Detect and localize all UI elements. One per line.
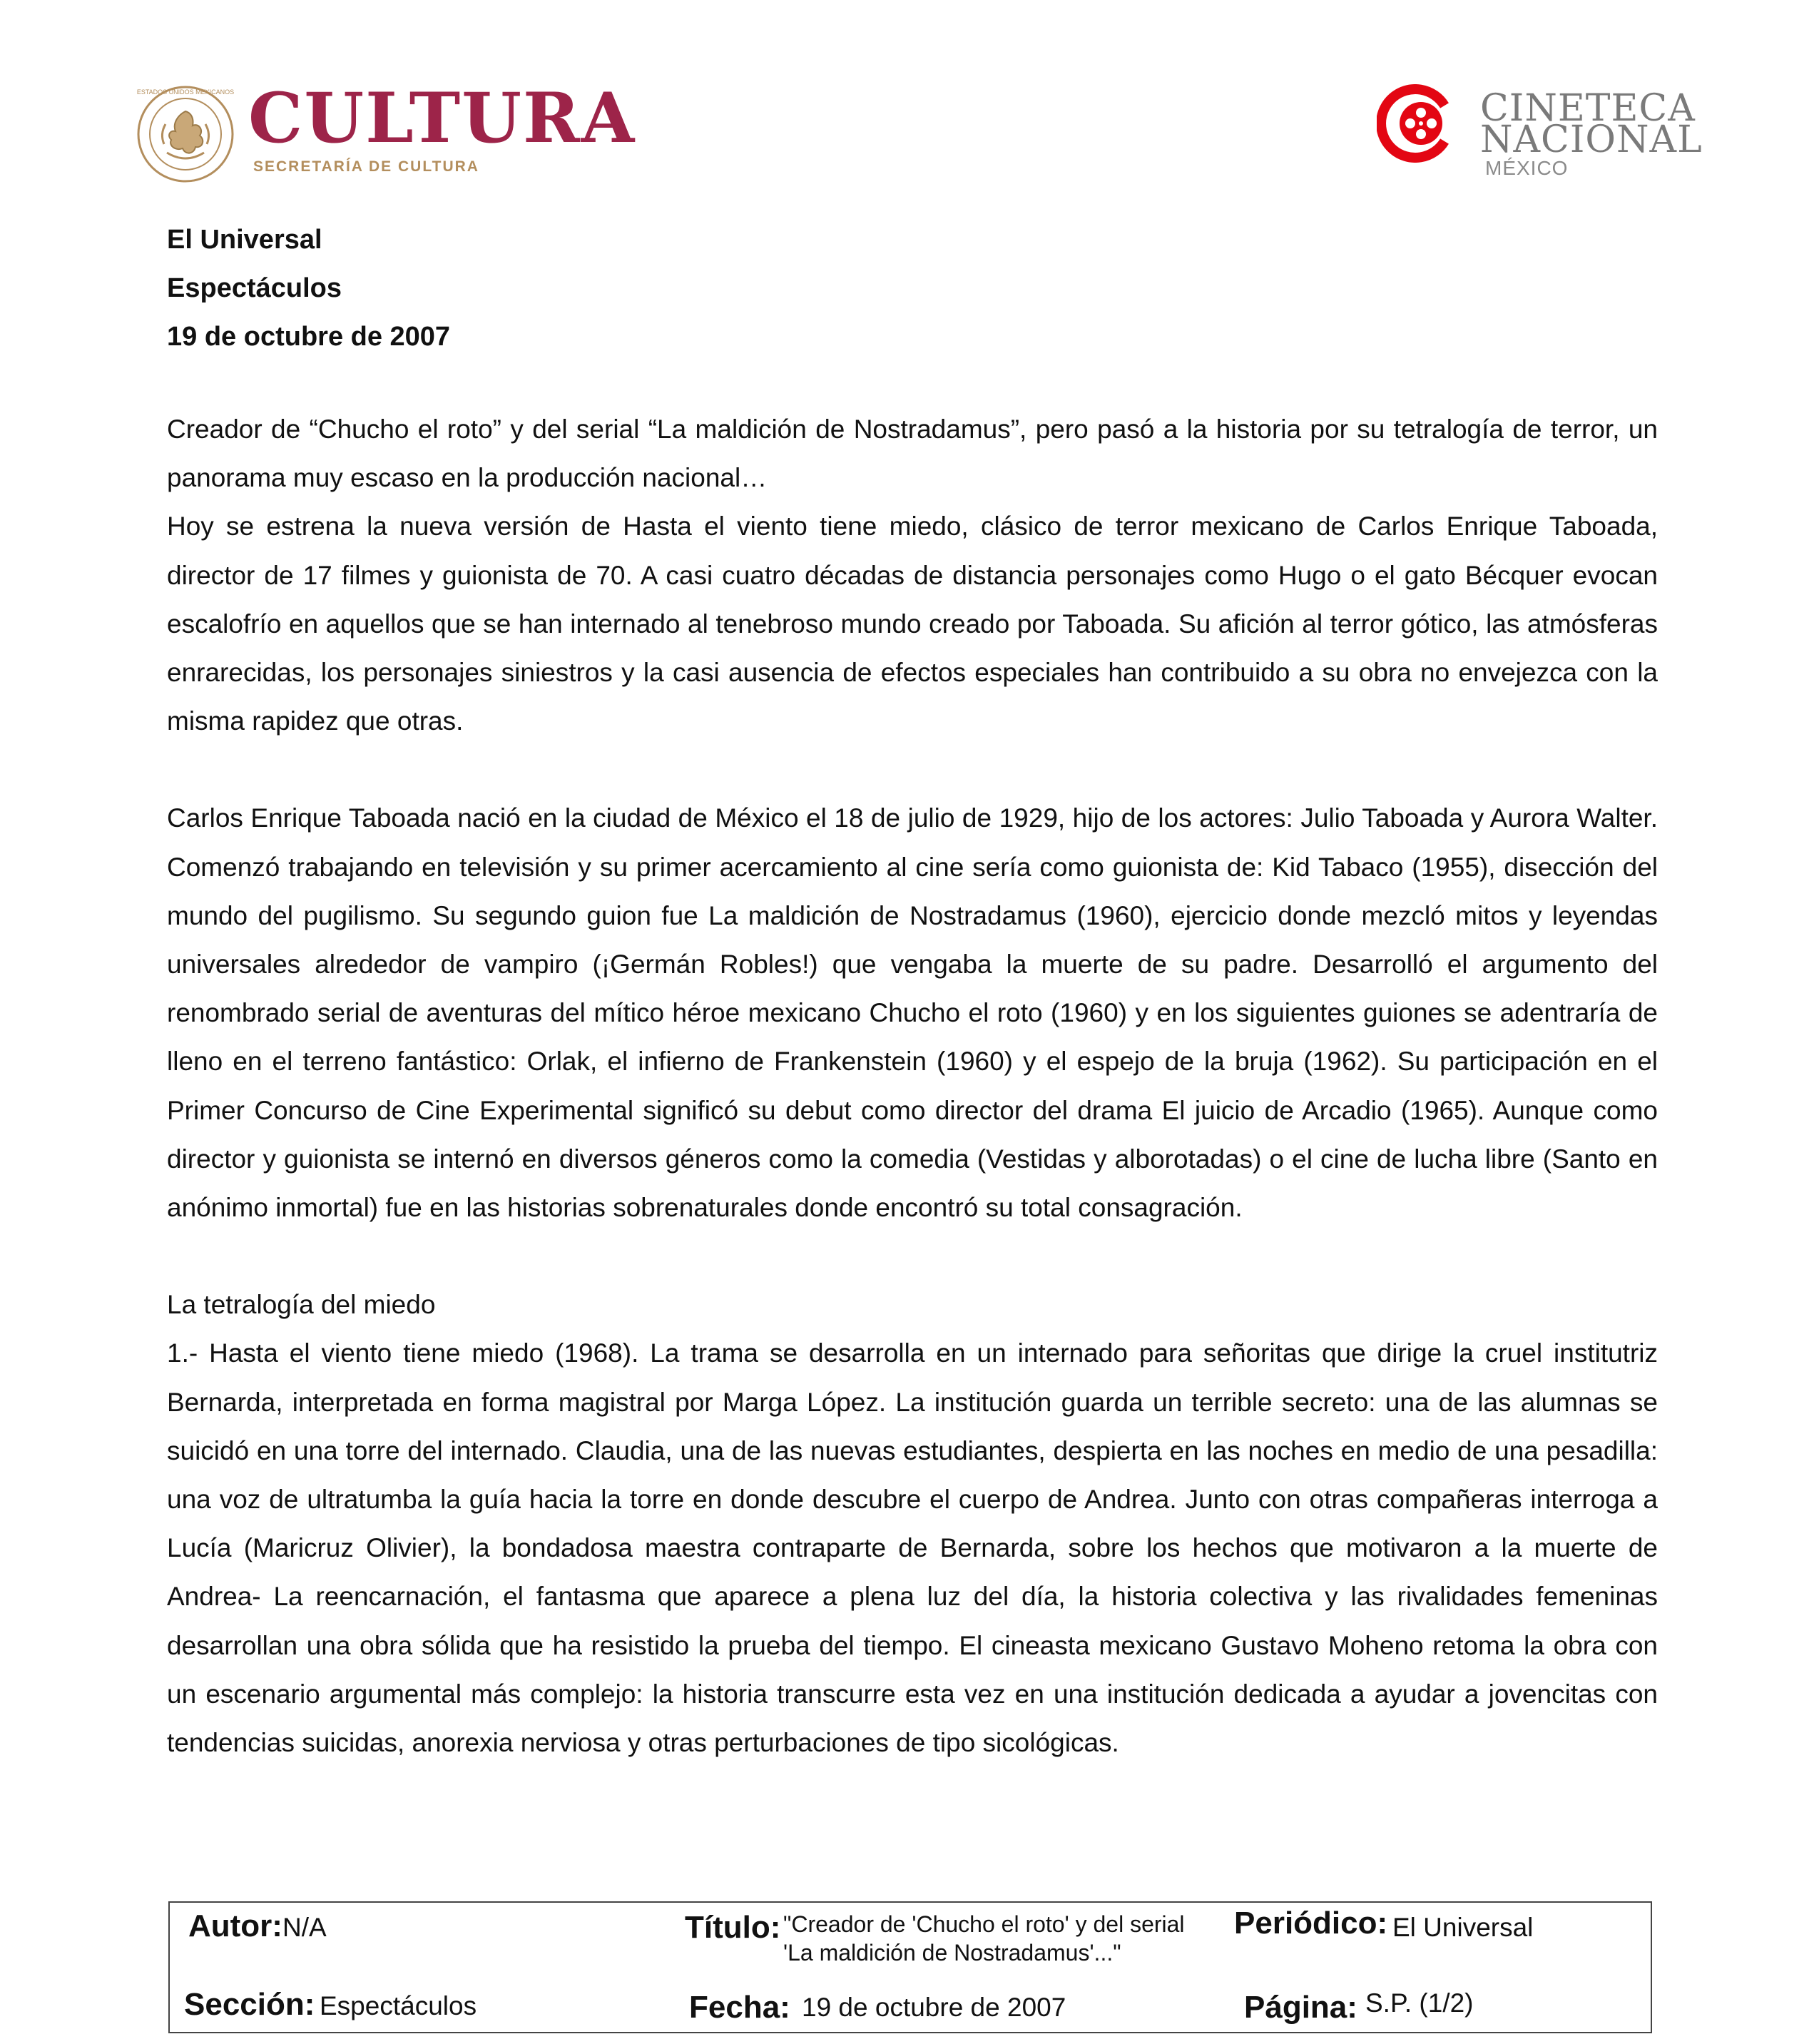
periodico-label: Periódico: (1234, 1906, 1388, 1941)
cultura-subtitle: SECRETARÍA DE CULTURA (253, 158, 479, 175)
cineteca-logo (1377, 84, 1703, 179)
autor-value: N/A (282, 1913, 327, 1942)
autor-label: Autor: (188, 1908, 282, 1943)
cineteca-line2: NACIONAL (1480, 118, 1703, 161)
article-paragraph: Carlos Enrique Taboada nació en la ciudad de México el 18 de julio de 1929, hijo de los actores: Julio Taboada y Aurora Walter. Comenzó trabajando en televisión y su primer acercamiento al cine sería como guionista de: Kid Tabaco (1955), disección del mundo del pugilismo. Su segundo guion fue La maldición de Nostradamus (1960), ejercicio donde mezcló mitos y leyendas universales alrededor de vampiro (¡Germán Robles!) que vengaba la muerte de su padre. Desarrolló el argumento del renombrado serial de aventuras del mítico héroe mexicano Chucho el roto (1960) y en los siguientes guiones se adentraría de lleno en el terreno fantástico: Orlak, el infierno de Frankenstein (1960) y el espejo de la bruja (1962). Su participación en el Primer Concurso de Cine Experimental significó su debut como director del drama El juicio de Arcadio (1965). Aunque como director y guionista se internó en diversos géneros como la comedia (Vestidas y alborotadas) o el cine de lucha libre (Santo en anónimo inmortal) fue en las historias sobrenaturales donde encontró su total consagración. (167, 803, 1658, 1223)
publication-date: 19 de octubre de 2007 (167, 322, 451, 352)
titulo-label: Título: (685, 1910, 781, 1945)
titulo-value-line1: "Creador de 'Chucho el roto' y del serial (783, 1911, 1185, 1937)
seccion-value: Espectáculos (320, 1991, 477, 2020)
article-body (167, 405, 1658, 1767)
article-paragraph: Creador de “Chucho el roto” y del serial “La maldición de Nostradamus”, pero pasó a la historia por su tetralogía de terror, un panorama muy escaso en la producción nacional… (167, 415, 1658, 493)
cineteca-line3: MÉXICO (1485, 157, 1569, 179)
newspaper-name: El Universal (167, 225, 322, 255)
article-paragraph: 1.- Hasta el viento tiene miedo (1968). La trama se desarrolla en un internado para señoritas que dirige la cruel institutriz Bernarda, interpretada en forma magistral por Marga López. La institución guarda un terrible secreto: una de las alumnas se suicidó en una torre del internado. Claudia, una de las nuevas estudiantes, despierta en las noches en medio de una pesadilla: una voz de ultratumba la guía hacia la torre en donde descubre el cuerpo de Andrea. Junto con otras compañeras interroga a Lucía (Maricruz Olivier), la bondadosa maestra contraparte de Bernarda, sobre los hechos que motivaron a la muerte de Andrea- La reencarnación, el fantasma que aparece a plena luz del día, la historia colectiva y las rivalidades femeninas desarrollan una obra sólida que ha resistido la prueba del tiempo. El cineasta mexicano Gustavo Moheno retoma la obra con un escenario argumental más complejo: la historia transcurre esta vez en una institución dedicada a ayudar a jovencitas con tendencias suicidas, anorexia nerviosa y otras perturbaciones de tipo sicológicas. (167, 1338, 1658, 1758)
film-reel-icon (1377, 84, 1455, 163)
mexican-seal-icon (136, 84, 235, 184)
fecha-label: Fecha: (689, 1990, 790, 2025)
seccion-label: Sección: (184, 1987, 315, 2022)
article-meta (167, 215, 450, 361)
info-table (168, 1901, 1652, 2033)
pagina-value: S.P. (1/2) (1365, 1988, 1474, 2018)
article-subheading: La tetralogía del miedo (167, 1290, 436, 1320)
cultura-title: CULTURA (248, 78, 636, 158)
article-paragraph: Hoy se estrena la nueva versión de Hasta el viento tiene miedo, clásico de terror mexicano de Carlos Enrique Taboada, director de 17 filmes y guionista de 70. A casi cuatro décadas de distancia personajes como Hugo o el gato Bécquer evocan escalofrío en aquellos que se han internado al tenebroso mundo creado por Taboada. Su afición al terror gótico, las atmósferas enrarecidas, los personajes siniestros y la casi ausencia de efectos especiales han contribuido a su obra no envejezca con la misma rapidez que otras. (167, 512, 1658, 736)
cultura-logo (136, 78, 636, 184)
section-name: Espectáculos (167, 273, 342, 303)
fecha-value: 19 de octubre de 2007 (802, 1993, 1066, 2022)
periodico-value: El Universal (1392, 1913, 1534, 1942)
pagina-label: Página: (1244, 1990, 1357, 2025)
cineteca-line1: CINETECA (1480, 87, 1696, 130)
seal-text: ESTADOS UNIDOS MEXICANOS (136, 88, 235, 96)
titulo-value-line2: 'La maldición de Nostradamus'..." (783, 1940, 1121, 1966)
